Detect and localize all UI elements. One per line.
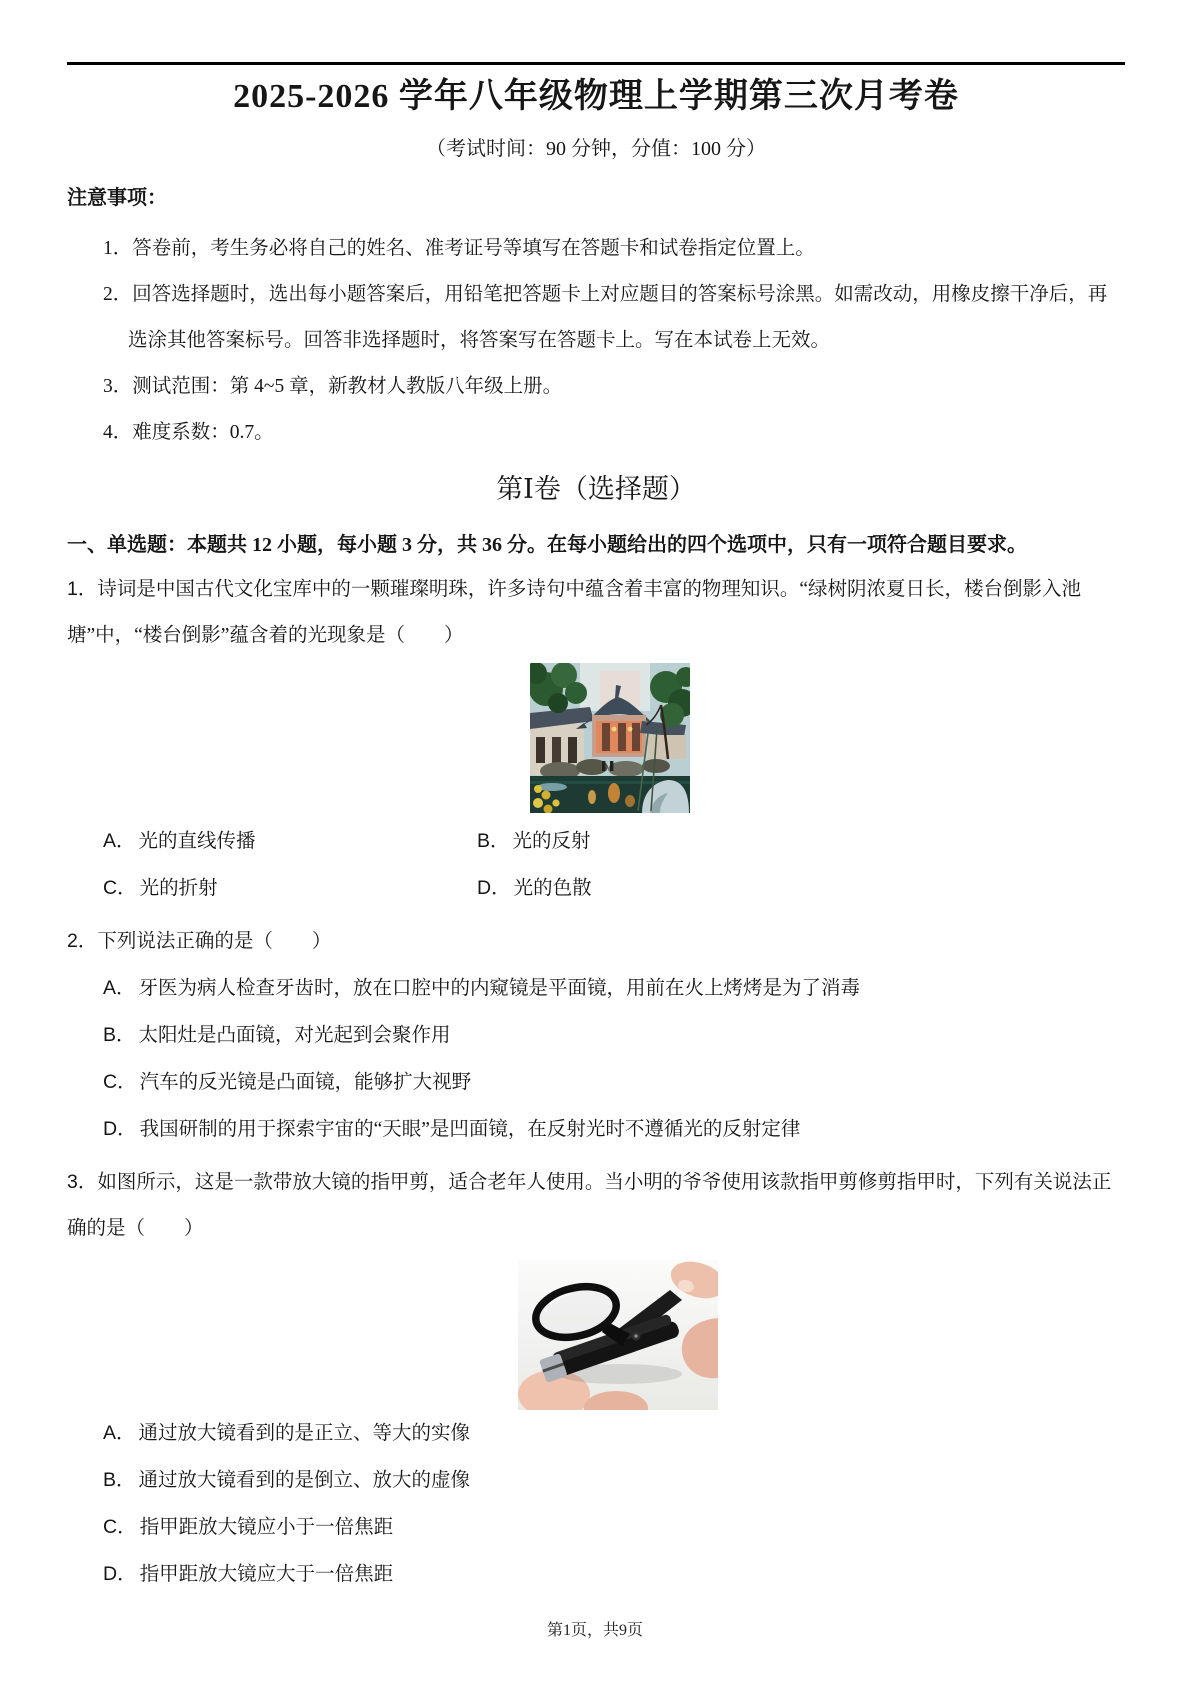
option-label: A． (103, 1422, 136, 1444)
notice-item-text: 难度系数：0.7。 (132, 422, 274, 443)
notice-item-number: 1． (103, 238, 133, 259)
question-number: 1． (67, 578, 98, 600)
question-2-text (67, 918, 1125, 965)
option-label: B． (103, 1469, 136, 1491)
notice-item-4 (67, 410, 1125, 456)
option-label: C． (103, 1516, 137, 1538)
option-c (67, 1504, 1125, 1551)
option-d (67, 1551, 1125, 1598)
option-b (477, 818, 1125, 865)
option-label: D． (103, 1118, 137, 1140)
option-b (67, 1012, 1125, 1059)
question-3-options (67, 1410, 1125, 1598)
section-intro: 一、单选题：本题共 12 小题，每小题 3 分，共 36 分。在每小题给出的四个选项中，只有一项符合题目要求。 (67, 534, 1027, 556)
option-label: D． (477, 877, 511, 899)
notice-item-1 (67, 226, 1125, 272)
option-text: 指甲距放大镜应小于一倍焦距 (139, 1517, 394, 1538)
question-1 (67, 566, 1125, 912)
question-number: 2． (67, 930, 98, 952)
notice-item-2 (67, 272, 1125, 364)
question-text: 下列说法正确的是（ ） (97, 931, 332, 952)
option-text: 光的直线传播 (138, 831, 256, 852)
option-label: B． (103, 1024, 136, 1046)
option-label: C． (103, 1071, 137, 1093)
question-text: 如图所示，这是一款带放大镜的指甲剪，适合老年人使用。当小明的爷爷使用该款指甲剪修剪指甲时，下列有关说法正确的是（ ） (67, 1172, 1112, 1239)
question-2 (67, 918, 1125, 1153)
option-label: A． (103, 977, 136, 999)
garden-photo-illustration (530, 663, 690, 813)
notice-heading: 注意事项： (67, 187, 167, 209)
option-text: 光的反射 (512, 831, 591, 852)
option-c (67, 1059, 1125, 1106)
option-text: 通过放大镜看到的是正立、等大的实像 (138, 1423, 471, 1444)
notice-item-text: 测试范围：第 4~5 章，新教材人教版八年级上册。 (132, 376, 563, 397)
option-c (103, 865, 477, 912)
option-text: 牙医为病人检查牙齿时，放在口腔中的内窥镜是平面镜，用前在火上烤烤是为了消毒 (138, 978, 861, 999)
option-text: 太阳灶是凸面镜，对光起到会聚作用 (138, 1025, 451, 1046)
option-text: 通过放大镜看到的是倒立、放大的虚像 (138, 1470, 471, 1491)
question-text: 诗词是中国古代文化宝库中的一颗璀璨明珠，许多诗句中蕴含着丰富的物理知识。“绿树阴浓夏日长，楼台倒影入池塘”中，“楼台倒影”蕴含着的光现象是（ ） (67, 579, 1082, 646)
notice-item-3 (67, 364, 1125, 410)
page-content (67, 75, 1125, 1598)
option-text: 我国研制的用于探索宇宙的“天眼”是凹面镜，在反射光时不遵循光的反射定律 (139, 1119, 801, 1140)
notice-item-number: 2． (103, 284, 133, 305)
question-3 (67, 1159, 1125, 1598)
garden-pavilion-pond-photo (530, 663, 690, 813)
option-label: A． (103, 830, 136, 852)
exam-subtitle: （考试时间：90 分钟，分值：100 分） (426, 138, 766, 160)
option-a (67, 1410, 1125, 1457)
exam-title: 2025-2026 学年八年级物理上学期第三次月考卷 (233, 78, 959, 115)
notice-item-text: 回答选择题时，选出每小题答案后，用铅笔把答题卡上对应题目的答案标号涂黑。如需改动，用橡皮擦干净后，再选涂其他答案标号。回答非选择题时，将答案写在答题卡上。写在本试卷上无效。 (128, 284, 1108, 351)
magnifier-nail-clipper-photo (518, 1260, 718, 1410)
section-title: 第Ⅰ卷（选择题） (496, 474, 696, 504)
option-d (67, 1106, 1125, 1153)
option-label: D． (103, 1563, 137, 1585)
option-text: 汽车的反光镜是凸面镜，能够扩大视野 (139, 1072, 472, 1093)
nail-clipper-illustration (518, 1260, 718, 1410)
notice-item-number: 3． (103, 376, 133, 397)
question-2-options (67, 965, 1125, 1153)
notice-item-number: 4． (103, 422, 133, 443)
option-text: 指甲距放大镜应大于一倍焦距 (139, 1564, 394, 1585)
option-a (67, 965, 1125, 1012)
option-text: 光的折射 (139, 878, 218, 899)
question-1-text (67, 566, 1125, 659)
question-1-options (67, 818, 1125, 912)
option-d (477, 865, 1125, 912)
header-rule (67, 62, 1125, 65)
page-footer: 第1页，共9页 (546, 1622, 643, 1639)
notice-list (67, 226, 1125, 456)
question-3-text (67, 1159, 1125, 1252)
question-number: 3． (67, 1171, 98, 1193)
option-label: B． (477, 830, 510, 852)
notice-item-text: 答卷前，考生务必将自己的姓名、准考证号等填写在答题卡和试卷指定位置上。 (132, 238, 815, 259)
option-b (67, 1457, 1125, 1504)
option-a (103, 818, 477, 865)
option-label: C． (103, 877, 137, 899)
option-text: 光的色散 (513, 878, 592, 899)
